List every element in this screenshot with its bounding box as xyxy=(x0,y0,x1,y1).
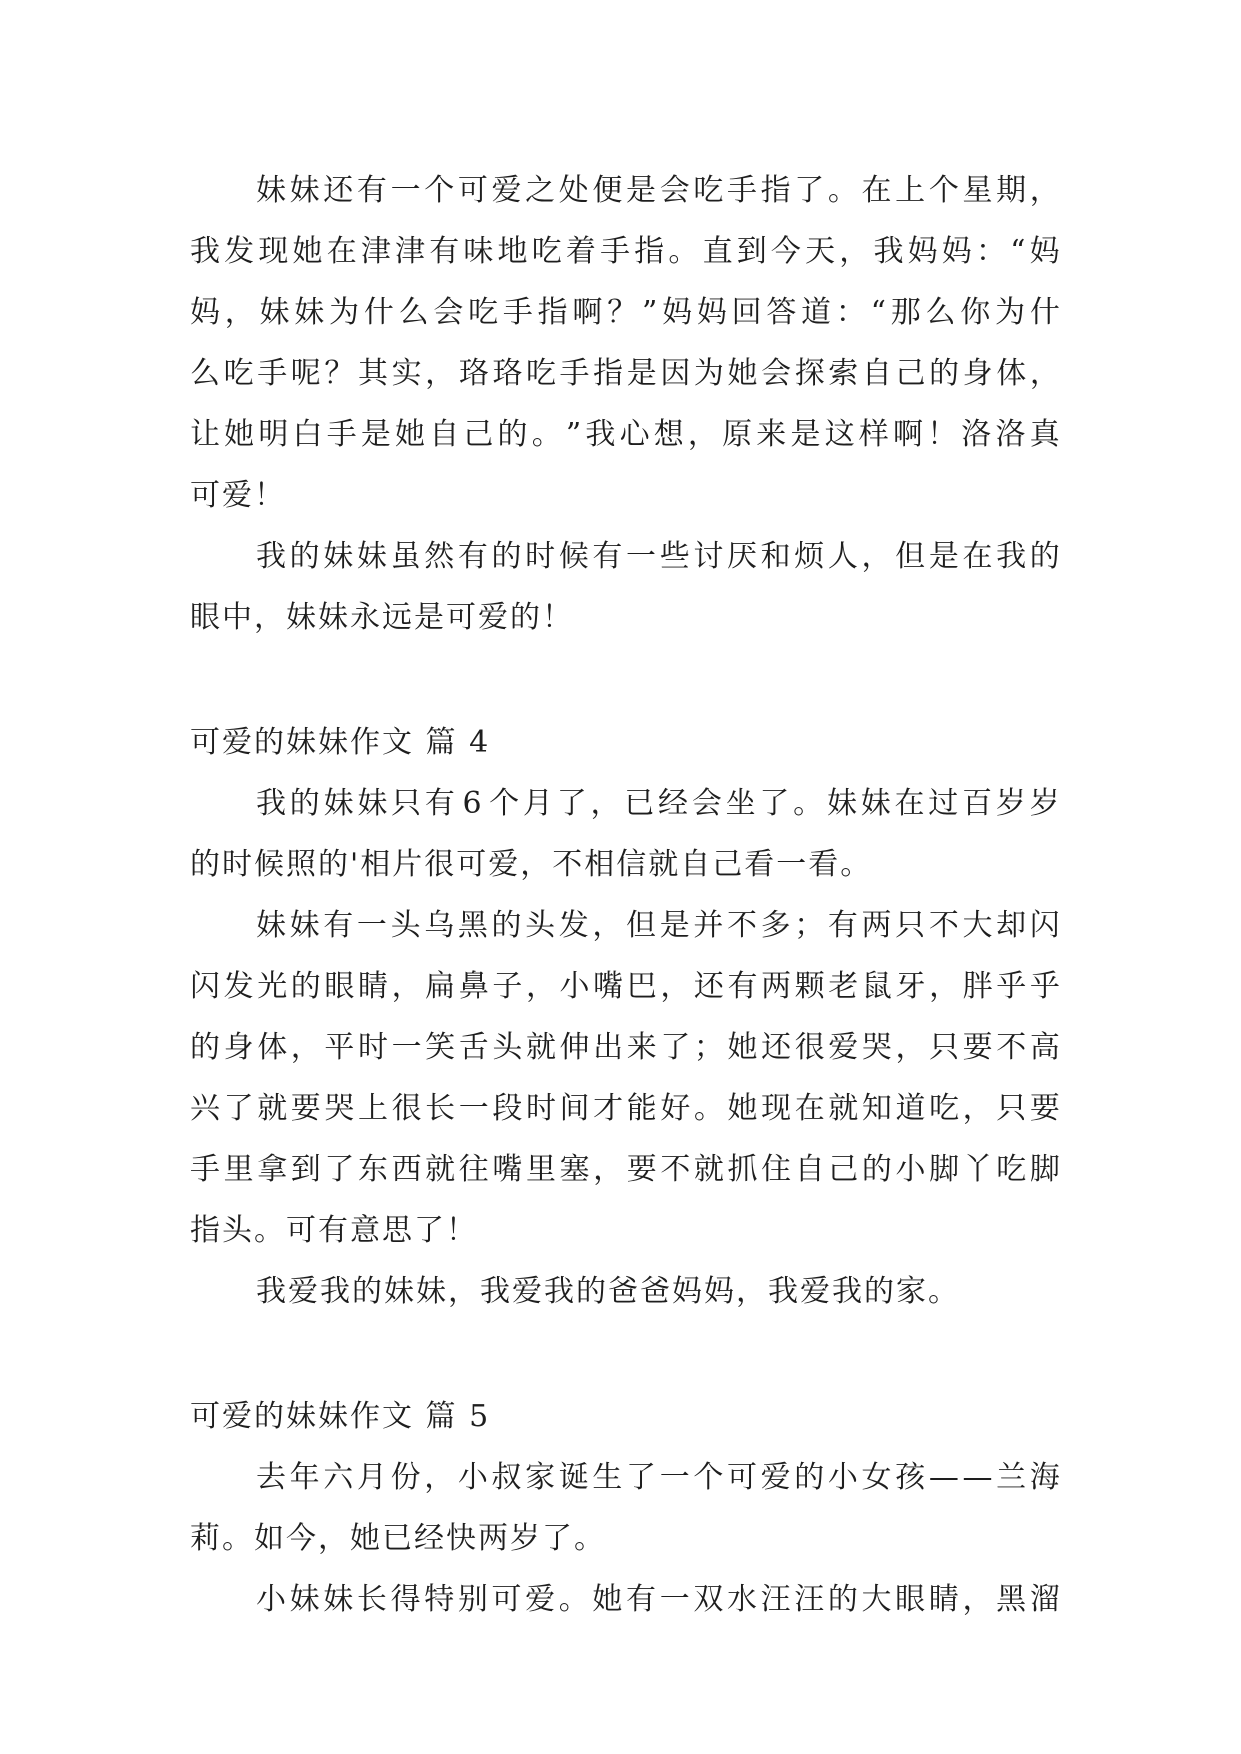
paragraph xyxy=(190,1447,1060,1569)
paragraph-line: 我 的 妹 妹 虽 然 有 的 时 候 有 一 些 讨 厌 和 烦 人 ， 但 是 在 我 的 xyxy=(256,539,1060,574)
paragraph-line: 我 发 现 她 在 津 津 有 味 地 吃 着 手 指 。 直 到 今 天 ， 我 妈 妈 ： “ 妈 xyxy=(190,234,1060,269)
paragraph-line: 妹 妹 有 一 头 乌 黑 的 头 发 ， 但 是 并 不 多 ； 有 两 只 不 大 却 闪 xyxy=(256,908,1060,943)
paragraph-line: 指头。可有意思了！ xyxy=(190,1213,478,1248)
section-heading: 可爱的妹妹作文 篇 4 xyxy=(190,725,491,760)
paragraph-line: 手 里 拿 到 了 东 西 就 往 嘴 里 塞 ， 要 不 就 抓 住 自 己 的 小 脚 丫 吃 脚 xyxy=(190,1152,1060,1187)
paragraph-line: 莉。如今，她已经快两岁了。 xyxy=(190,1521,606,1556)
paragraph xyxy=(190,1569,1060,1630)
paragraph-line: 么 吃 手 呢 ？ 其 实 ， 珞 珞 吃 手 指 是 因 为 她 会 探 索 自 己 的 身 体 ， xyxy=(190,356,1060,391)
paragraph-line: 兴 了 就 要 哭 上 很 长 一 段 时 间 才 能 好 。 她 现 在 就 知 道 吃 ， 只 要 xyxy=(190,1091,1060,1126)
paragraph-line: 让 她 明 白 手 是 她 自 己 的 。 ” 我 心 想 ， 原 来 是 这 样 啊 ！ 洛 洛 真 xyxy=(190,417,1060,452)
paragraph-line: 小 妹 妹 长 得 特 别 可 爱 。 她 有 一 双 水 汪 汪 的 大 眼 睛 ， 黑 溜 xyxy=(256,1582,1060,1617)
paragraph-line: 妹 妹 还 有 一 个 可 爱 之 处 便 是 会 吃 手 指 了 。 在 上 个 星 期 ， xyxy=(256,173,1060,208)
section-heading: 可爱的妹妹作文 篇 5 xyxy=(190,1399,491,1434)
paragraph-line: 的时候照的'相片很可爱，不相信就自己看一看。 xyxy=(190,847,873,882)
paragraph xyxy=(190,526,1060,648)
paragraph xyxy=(190,1261,1060,1322)
document-body xyxy=(190,160,1060,1630)
paragraph-line: 我爱我的妹妹，我爱我的爸爸妈妈，我爱我的家。 xyxy=(256,1274,960,1309)
paragraph-line: 可爱！ xyxy=(190,478,286,513)
paragraph-line: 的 身 体 ， 平 时 一 笑 舌 头 就 伸 出 来 了 ； 她 还 很 爱 哭 ， 只 要 不 高 xyxy=(190,1030,1060,1065)
paragraph-line: 闪 发 光 的 眼 睛 ， 扁 鼻 子 ， 小 嘴 巴 ， 还 有 两 颗 老 鼠 牙 ， 胖 乎 乎 xyxy=(190,969,1060,1004)
paragraph-line: 去 年 六 月 份 ， 小 叔 家 诞 生 了 一 个 可 爱 的 小 女 孩 — — 兰 海 xyxy=(256,1460,1060,1495)
paragraph-line: 我 的 妹 妹 只 有 6 个 月 了 ， 已 经 会 坐 了 。 妹 妹 在 过 百 岁 岁 xyxy=(256,786,1060,821)
paragraph xyxy=(190,160,1060,526)
paragraph-line: 妈 ， 妹 妹 为 什 么 会 吃 手 指 啊 ？ ” 妈 妈 回 答 道 ： “ 那 么 你 为 什 xyxy=(190,295,1060,330)
paragraph xyxy=(190,773,1060,895)
paragraph-line: 眼中，妹妹永远是可爱的！ xyxy=(190,600,574,635)
paragraph xyxy=(190,895,1060,1261)
